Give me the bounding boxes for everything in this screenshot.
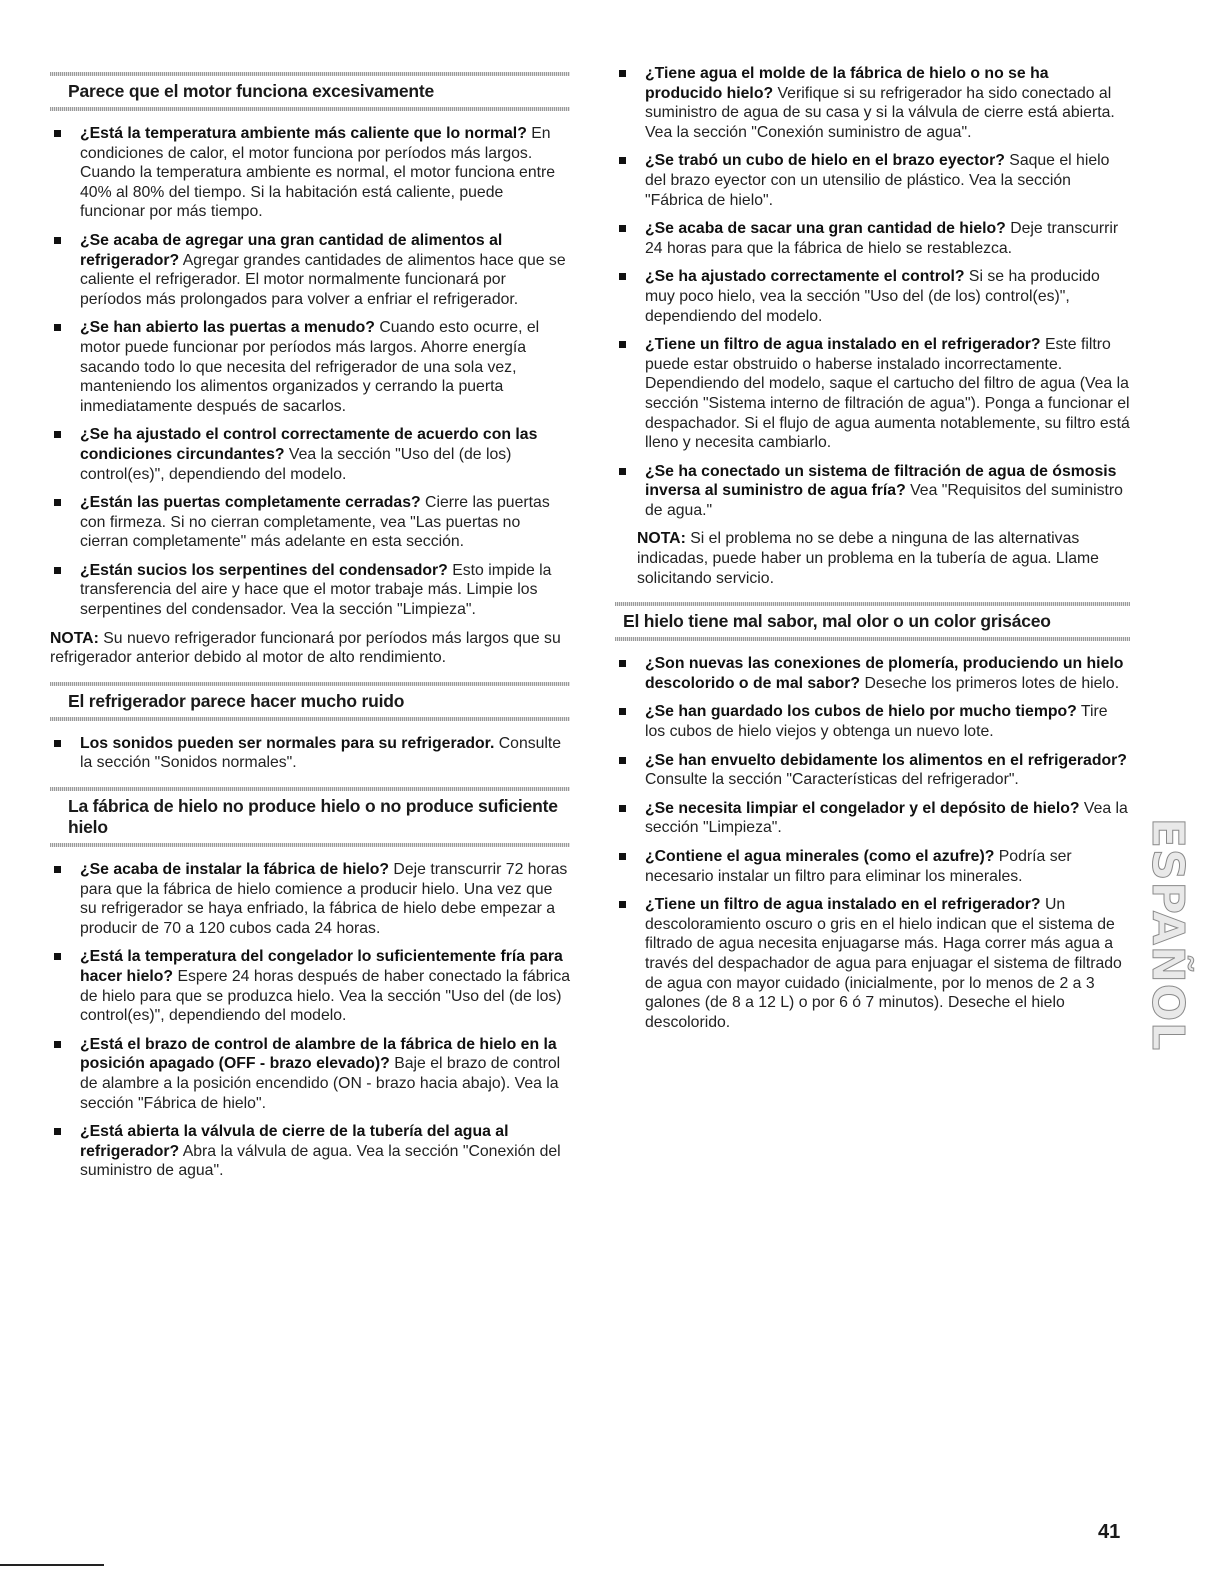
item-answer: Tire los cubos de hielo viejos y obtenga un nuevo lote. — [645, 703, 1108, 741]
item-answer: Deje transcurrir 72 horas para que la fábrica de hielo comience a producir hielo. Una vez que su refrigerador se haya enfriado, la fábrica de hielo debe empezar a producir de 70 a 120 cubos cada 24 horas. — [80, 861, 568, 937]
item-question: ¿Se acaba de instalar la fábrica de hielo? — [80, 861, 390, 879]
troubleshooting-list — [615, 654, 1130, 1032]
left-column — [50, 0, 570, 1190]
language-side-tab — [1140, 818, 1196, 1050]
item-answer: Vea la sección "Uso del (de los) control(es)", dependiendo del modelo. — [80, 445, 512, 483]
right-column — [615, 0, 1130, 1041]
item-question: ¿Están sucios los serpentines del condensador? — [80, 561, 448, 579]
list-item — [615, 654, 1130, 693]
bullet-icon — [619, 853, 626, 860]
item-answer: Saque el hielo del brazo eyector con un utensilio de plástico. Vea la sección "Fábrica de hielo". — [645, 152, 1110, 209]
list-item — [50, 493, 570, 552]
bullet-icon — [54, 499, 61, 506]
item-question: ¿Se ha ajustado correctamente el control? — [645, 268, 965, 286]
note-text: Su nuevo refrigerador funcionará por períodos más largos que su refrigerador anterior debido al motor de alto rendimiento. — [50, 629, 561, 667]
list-item — [615, 751, 1130, 790]
item-question: ¿Tiene agua el molde de la fábrica de hielo o no se ha producido hielo? — [645, 65, 1049, 102]
bullet-icon — [619, 225, 626, 232]
list-item — [615, 462, 1130, 521]
item-question: ¿Está abierta la válvula de cierre de la tubería del agua al refrigerador? — [80, 1123, 509, 1160]
bullet-icon — [619, 468, 626, 475]
item-answer: Cierre las puertas con firmeza. Si no cierran completamente, vea "Las puertas no cierran completamente" más adelante en esta sección. — [80, 494, 550, 551]
note-paragraph — [615, 529, 1130, 588]
item-answer: Consulte la sección "Sonidos normales". — [80, 734, 562, 772]
list-item — [615, 702, 1130, 741]
bullet-icon — [619, 660, 626, 667]
troubleshooting-list — [50, 124, 570, 620]
bullet-icon — [619, 805, 626, 812]
item-answer: Abra la válvula de agua. Vea la sección "Conexión del suministro de agua". — [80, 1142, 561, 1180]
item-answer: Verifique si su refrigerador ha sido conectado al suministro de agua de su casa y si la válvula de cierre está abierta. Vea la sección "Conexión suministro de agua". — [645, 84, 1115, 141]
item-answer: Agregar grandes cantidades de alimentos hace que se caliente el refrigerador. El motor normalmente funcionará por períodos más prolongados para volver a enfriar el refrigerador. — [80, 251, 566, 308]
list-item — [50, 561, 570, 620]
section-rule — [50, 717, 570, 721]
bullet-icon — [619, 273, 626, 280]
item-question: ¿Se trabó un cubo de hielo en el brazo eyector? — [645, 152, 1005, 170]
note-text: Si el problema no se debe a ninguna de las alternativas indicadas, puede haber un problema en la tubería de agua. Llame solicitando servicio. — [637, 530, 1099, 587]
bullet-icon — [619, 901, 626, 908]
list-item — [615, 335, 1130, 453]
list-item — [50, 947, 570, 1025]
section-rule — [615, 637, 1130, 641]
list-item — [50, 231, 570, 309]
item-question: ¿Está la temperatura del congelador lo suficientemente fría para hacer hielo? — [80, 948, 563, 985]
item-answer: Esto impide la transferencia del aire y hace que el motor trabaje más. Limpie los serpentines del condensador. Vea la sección "Limpieza". — [80, 561, 552, 619]
item-answer: Podría ser necesario instalar un filtro para eliminar los minerales. — [645, 848, 1072, 885]
bullet-icon — [619, 708, 626, 715]
section-heading: El hielo tiene mal sabor, mal olor o un color grisáceo — [623, 611, 1051, 632]
item-question: ¿Tiene un filtro de agua instalado en el refrigerador? — [645, 896, 1041, 914]
item-question: ¿Son nuevas las conexiones de plomería, produciendo un hielo descolorido o de mal sabor? — [645, 655, 1124, 692]
list-item — [50, 860, 570, 938]
troubleshooting-list — [50, 734, 570, 773]
list-item — [615, 151, 1130, 210]
bullet-icon — [54, 324, 61, 331]
bullet-icon — [54, 130, 61, 137]
list-item — [50, 1035, 570, 1113]
item-question: Los sonidos pueden ser normales para su refrigerador. — [80, 734, 495, 752]
bullet-icon — [619, 157, 626, 164]
list-item — [615, 799, 1130, 838]
bullet-icon — [54, 953, 61, 960]
list-item — [615, 219, 1130, 258]
troubleshooting-list — [615, 64, 1130, 520]
item-answer: Espere 24 horas después de haber conectado la fábrica de hielo para que se produzca hielo. Vea la sección "Uso del (de los) control(es)", dependiendo del modelo. — [80, 968, 571, 1025]
item-answer: Este filtro puede estar obstruido o haberse instalado incorrectamente. Dependiendo del modelo, saque el cartucho del filtro de agua (Vea la sección "Sistema interno de filtración de agua"). Ponga a funcionar el despachador. Si el flujo de agua aumenta notablemente, su filtro está lleno y necesita cambiarlo. — [645, 336, 1130, 452]
section-rule — [50, 107, 570, 111]
bottom-rule — [0, 1564, 104, 1566]
item-question: ¿Se han guardado los cubos de hielo por mucho tiempo? — [645, 703, 1077, 721]
list-item — [615, 895, 1130, 1032]
item-answer: Deje transcurrir 24 horas para que la fábrica de hielo se restablezca. — [645, 220, 1119, 257]
bullet-icon — [54, 431, 61, 438]
bullet-icon — [54, 1041, 61, 1048]
item-question: ¿Se ha conectado un sistema de filtración de agua de ósmosis inversa al suministro de agua fría? — [645, 462, 1117, 500]
bullet-icon — [619, 341, 626, 348]
side-tab-label: ESPAÑOL — [1142, 817, 1194, 1051]
item-question: ¿Tiene un filtro de agua instalado en el refrigerador? — [645, 336, 1041, 354]
list-item — [50, 318, 570, 416]
item-question: ¿Se acaba de agregar una gran cantidad de alimentos al refrigerador? — [80, 231, 503, 269]
item-question: ¿Está la temperatura ambiente más caliente que lo normal? — [80, 125, 527, 142]
section-rule — [50, 843, 570, 847]
item-question: ¿Se ha ajustado el control correctamente de acuerdo con las condiciones circundantes? — [80, 426, 538, 463]
item-answer: Consulte la sección "Características del refrigerador". — [645, 771, 1019, 789]
item-question: ¿Está el brazo de control de alambre de la fábrica de hielo en la posición apagado (OFF - brazo elevado)? — [80, 1035, 557, 1073]
item-answer: Vea "Requisitos del suministro de agua." — [645, 482, 1123, 519]
bullet-icon — [54, 1128, 61, 1135]
list-item — [615, 64, 1130, 142]
list-item — [615, 267, 1130, 326]
list-item — [50, 734, 570, 773]
item-answer: Si se ha producido muy poco hielo, vea la sección "Uso del (de los) control(es)", dependiendo del modelo. — [645, 268, 1100, 325]
bullet-icon — [619, 70, 626, 77]
page-number: 41 — [1098, 1521, 1121, 1543]
item-question: ¿Están las puertas completamente cerradas? — [80, 494, 421, 512]
item-answer: Baje el brazo de control de alambre a la posición encendido (ON - brazo hacia abajo). Vea la sección "Fábrica de hielo". — [80, 1055, 561, 1112]
list-item — [615, 847, 1130, 886]
section-heading: El refrigerador parece hacer mucho ruido — [68, 690, 405, 711]
list-item — [50, 124, 570, 222]
bullet-icon — [619, 757, 626, 764]
troubleshooting-list — [50, 860, 570, 1181]
item-question: ¿Se han abierto las puertas a menudo? — [80, 319, 375, 337]
list-item — [50, 1122, 570, 1181]
section-heading: La fábrica de hielo no produce hielo o no produce suficiente hielo — [68, 796, 558, 838]
note-label: NOTA: — [637, 530, 686, 548]
item-answer: Un descoloramiento oscuro o gris en el hielo indican que el sistema de filtrado de agua necesita enjuagarse más. Haga correr más agua a través del despachador de agua para enjuagar el sistema de filtrado de agua con mayor cuidado (inicialmente, por lo menos de 2 a 3 galones (de 8 a 12 L) o por 6 ó 7 minutos). Deseche el hielo descolorido. — [645, 896, 1122, 1031]
item-question: ¿Contiene el agua minerales (como el azufre)? — [645, 848, 995, 865]
bullet-icon — [54, 740, 61, 747]
note-paragraph — [50, 629, 570, 668]
item-answer: Cuando esto ocurre, el motor puede funcionar por períodos más largos. Ahorre energía sacando todo lo que necesita del refrigerador de una sola vez, manteniendo los alimentos organizados y cerrando la puerta inmediatamente después de sacarlos. — [80, 319, 540, 415]
bullet-icon — [54, 866, 61, 873]
item-answer: Deseche los primeros lotes de hielo. — [860, 674, 1120, 692]
list-item — [50, 425, 570, 484]
item-question: ¿Se necesita limpiar el congelador y el depósito de hielo? — [645, 799, 1080, 817]
bullet-icon — [54, 567, 61, 574]
section-heading: Parece que el motor funciona excesivamente — [68, 81, 435, 101]
item-question: ¿Se han envuelto debidamente los alimentos en el refrigerador? — [645, 751, 1127, 769]
note-label: NOTA: — [50, 629, 99, 647]
item-question: ¿Se acaba de sacar una gran cantidad de hielo? — [645, 220, 1006, 238]
item-answer: En condiciones de calor, el motor funciona por períodos más largos. Cuando la temperatura ambiente es normal, el motor funciona entre 40% al 80% del tiempo. Si la habitación está caliente, puede funcionar por más tiempo. — [80, 125, 556, 221]
bullet-icon — [54, 237, 61, 244]
item-answer: Vea la sección "Limpieza". — [645, 799, 1128, 837]
